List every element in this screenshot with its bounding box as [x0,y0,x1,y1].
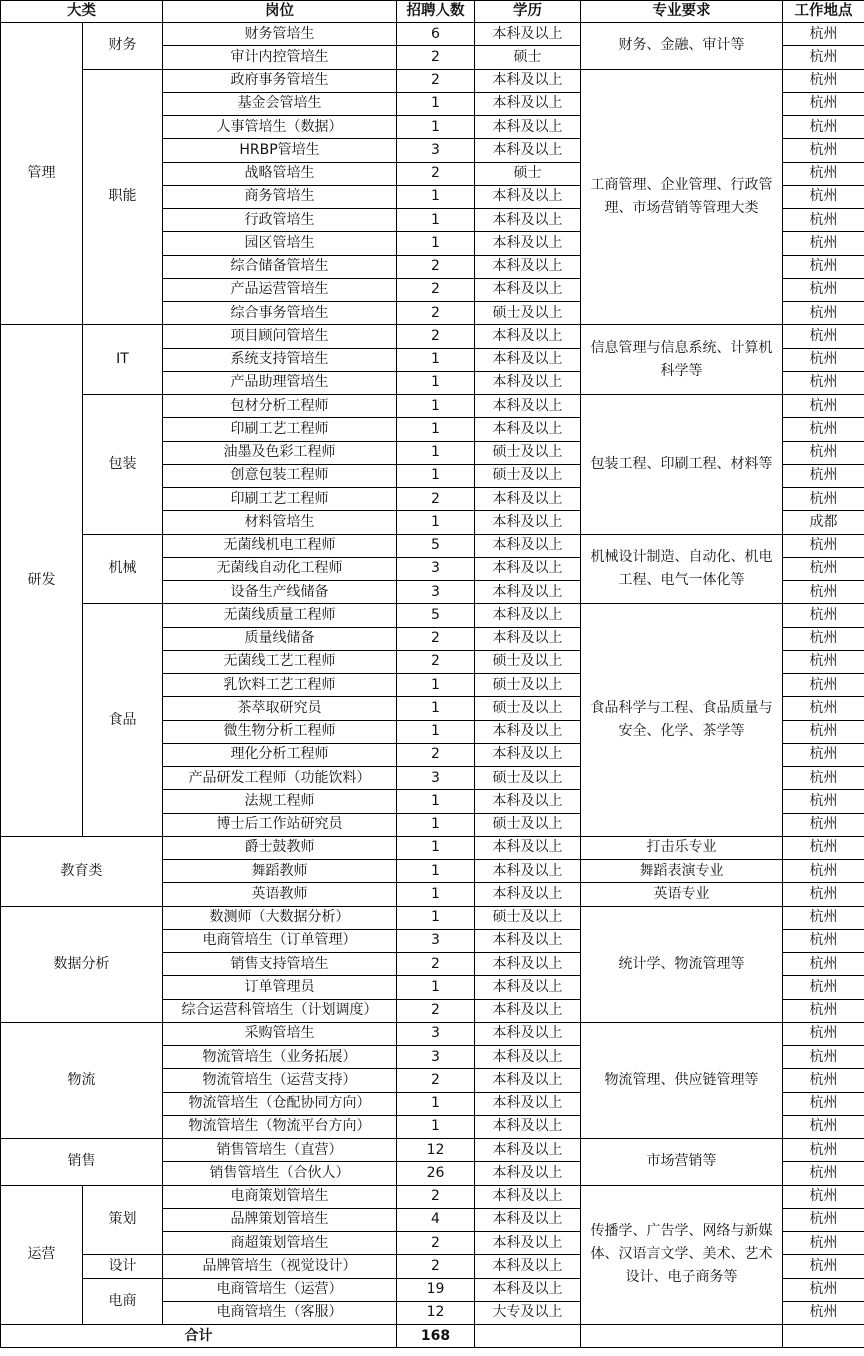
position-cell: 产品研发工程师（功能饮料） [163,767,397,790]
count-cell: 2 [397,1255,475,1278]
position-cell: 微生物分析工程师 [163,720,397,743]
table-row [1,906,864,929]
header-category: 大类 [1,1,163,23]
position-cell: 茶萃取研究员 [163,697,397,720]
major-cell: 舞蹈表演专业 [581,860,783,883]
location-cell: 杭州 [783,1232,864,1255]
education-cell: 本科及以上 [475,929,581,952]
count-cell: 1 [397,883,475,906]
education-cell: 本科及以上 [475,23,581,46]
header-major: 专业要求 [581,1,783,23]
education-cell: 本科及以上 [475,116,581,139]
category-cell: 物流 [1,1022,163,1138]
position-cell: 商务管培生 [163,185,397,208]
location-cell: 杭州 [783,1255,864,1278]
location-cell: 杭州 [783,906,864,929]
position-cell: 英语教师 [163,883,397,906]
location-cell: 杭州 [783,209,864,232]
count-cell: 2 [397,488,475,511]
subcategory-cell: 策划 [83,1185,163,1255]
education-cell: 本科及以上 [475,743,581,766]
location-cell: 杭州 [783,395,864,418]
location-cell: 杭州 [783,790,864,813]
position-cell: 创意包装工程师 [163,464,397,487]
position-cell: 物流管培生（仓配协同方向） [163,1092,397,1115]
position-cell: 无菌线机电工程师 [163,534,397,557]
count-cell: 1 [397,116,475,139]
major-cell: 统计学、物流管理等 [581,906,783,1022]
education-cell: 本科及以上 [475,581,581,604]
position-cell: 品牌策划管培生 [163,1208,397,1231]
count-cell: 2 [397,46,475,69]
category-cell: 运营 [1,1185,83,1325]
subcategory-cell: 电商 [83,1278,163,1325]
position-cell: 舞蹈教师 [163,860,397,883]
subcategory-cell: 设计 [83,1255,163,1278]
count-cell: 2 [397,325,475,348]
education-cell: 本科及以上 [475,627,581,650]
education-cell: 本科及以上 [475,209,581,232]
count-cell: 1 [397,813,475,836]
count-cell: 3 [397,767,475,790]
count-cell: 3 [397,1046,475,1069]
position-cell: 园区管培生 [163,232,397,255]
location-cell: 杭州 [783,836,864,859]
position-cell: 法规工程师 [163,790,397,813]
subcategory-cell: 财务 [83,23,163,70]
count-cell: 3 [397,139,475,162]
major-cell: 传播学、广告学、网络与新媒体、汉语言文学、美术、艺术设计、电子商务等 [581,1185,783,1325]
education-cell: 本科及以上 [475,1022,581,1045]
location-cell: 杭州 [783,1301,864,1324]
count-cell: 1 [397,674,475,697]
position-cell: 行政管培生 [163,209,397,232]
location-cell: 杭州 [783,929,864,952]
count-cell: 2 [397,650,475,673]
major-cell: 打击乐专业 [581,836,783,859]
position-cell: 电商策划管培生 [163,1185,397,1208]
position-cell: 无菌线工艺工程师 [163,650,397,673]
location-cell: 杭州 [783,604,864,627]
education-cell: 本科及以上 [475,860,581,883]
count-cell: 2 [397,743,475,766]
location-cell: 杭州 [783,23,864,46]
count-cell: 5 [397,604,475,627]
education-cell: 本科及以上 [475,604,581,627]
education-cell: 本科及以上 [475,976,581,999]
location-cell: 杭州 [783,1278,864,1301]
position-cell: 乳饮料工艺工程师 [163,674,397,697]
education-cell: 本科及以上 [475,1278,581,1301]
location-cell: 成都 [783,511,864,534]
category-cell: 研发 [1,325,83,837]
location-cell: 杭州 [783,46,864,69]
count-cell: 1 [397,511,475,534]
table-row [1,23,864,46]
location-cell: 杭州 [783,1069,864,1092]
position-cell: 综合运营科管培生（计划调度） [163,999,397,1022]
education-cell: 本科及以上 [475,488,581,511]
education-cell: 硕士 [475,46,581,69]
position-cell: 销售管培生（合伙人） [163,1162,397,1185]
location-cell: 杭州 [783,371,864,394]
location-cell: 杭州 [783,743,864,766]
location-cell: 杭州 [783,860,864,883]
position-cell: 产品助理管培生 [163,371,397,394]
count-cell: 2 [397,953,475,976]
category-cell: 管理 [1,23,83,325]
major-cell: 包装工程、印刷工程、材料等 [581,395,783,535]
count-cell: 3 [397,929,475,952]
education-cell: 本科及以上 [475,371,581,394]
location-cell: 杭州 [783,1185,864,1208]
major-cell: 机械设计制造、自动化、机电工程、电气一体化等 [581,534,783,604]
position-cell: 电商管培生（客服） [163,1301,397,1324]
count-cell: 6 [397,23,475,46]
education-cell: 本科及以上 [475,1069,581,1092]
count-cell: 1 [397,1115,475,1138]
position-cell: 采购管培生 [163,1022,397,1045]
table-row [1,534,864,557]
location-cell: 杭州 [783,116,864,139]
count-cell: 19 [397,1278,475,1301]
position-cell: 综合事务管培生 [163,302,397,325]
education-cell: 硕士及以上 [475,441,581,464]
education-cell: 硕士及以上 [475,464,581,487]
position-cell: 无菌线质量工程师 [163,604,397,627]
position-cell: HRBP管培生 [163,139,397,162]
location-cell: 杭州 [783,674,864,697]
location-cell: 杭州 [783,255,864,278]
education-cell: 本科及以上 [475,1208,581,1231]
major-cell: 财务、金融、审计等 [581,23,783,70]
position-cell: 项目顾问管培生 [163,325,397,348]
position-cell: 物流管培生（运营支持） [163,1069,397,1092]
education-cell: 硕士 [475,162,581,185]
count-cell: 2 [397,1069,475,1092]
subcategory-cell: 食品 [83,604,163,837]
count-cell: 1 [397,860,475,883]
total-empty-location [783,1325,864,1348]
position-cell: 产品运营管培生 [163,278,397,301]
location-cell: 杭州 [783,1046,864,1069]
location-cell: 杭州 [783,348,864,371]
major-cell: 物流管理、供应链管理等 [581,1022,783,1138]
count-cell: 2 [397,627,475,650]
position-cell: 理化分析工程师 [163,743,397,766]
location-cell: 杭州 [783,1092,864,1115]
count-cell: 1 [397,976,475,999]
location-cell: 杭州 [783,697,864,720]
count-cell: 1 [397,209,475,232]
header-count: 招聘人数 [397,1,475,23]
category-cell: 教育类 [1,836,163,906]
table-row [1,1185,864,1208]
position-cell: 战略管培生 [163,162,397,185]
position-cell: 印刷工艺工程师 [163,488,397,511]
position-cell: 政府事务管培生 [163,69,397,92]
location-cell: 杭州 [783,464,864,487]
location-cell: 杭州 [783,953,864,976]
location-cell: 杭州 [783,557,864,580]
count-cell: 2 [397,69,475,92]
education-cell: 硕士及以上 [475,813,581,836]
education-cell: 本科及以上 [475,1046,581,1069]
major-cell: 食品科学与工程、食品质量与安全、化学、茶学等 [581,604,783,837]
education-cell: 本科及以上 [475,139,581,162]
count-cell: 1 [397,441,475,464]
education-cell: 本科及以上 [475,999,581,1022]
education-cell: 本科及以上 [475,557,581,580]
major-cell: 工商管理、企业管理、行政管理、市场营销等管理大类 [581,69,783,325]
position-cell: 质量线储备 [163,627,397,650]
total-empty-major [581,1325,783,1348]
education-cell: 本科及以上 [475,1162,581,1185]
header-education: 学历 [475,1,581,23]
location-cell: 杭州 [783,1115,864,1138]
location-cell: 杭州 [783,185,864,208]
education-cell: 本科及以上 [475,953,581,976]
count-cell: 4 [397,1208,475,1231]
education-cell: 大专及以上 [475,1301,581,1324]
count-cell: 2 [397,1232,475,1255]
education-cell: 硕士及以上 [475,302,581,325]
education-cell: 硕士及以上 [475,650,581,673]
location-cell: 杭州 [783,488,864,511]
category-cell: 销售 [1,1139,163,1186]
count-cell: 1 [397,185,475,208]
education-cell: 本科及以上 [475,92,581,115]
count-cell: 2 [397,999,475,1022]
education-cell: 本科及以上 [475,255,581,278]
subcategory-cell: 包装 [83,395,163,535]
location-cell: 杭州 [783,1162,864,1185]
location-cell: 杭州 [783,720,864,743]
position-cell: 油墨及色彩工程师 [163,441,397,464]
count-cell: 5 [397,534,475,557]
education-cell: 本科及以上 [475,511,581,534]
location-cell: 杭州 [783,581,864,604]
education-cell: 本科及以上 [475,1232,581,1255]
position-cell: 物流管培生（物流平台方向） [163,1115,397,1138]
position-cell: 博士后工作站研究员 [163,813,397,836]
position-cell: 电商管培生（订单管理） [163,929,397,952]
education-cell: 本科及以上 [475,395,581,418]
total-label: 合计 [1,1325,397,1348]
subcategory-cell: IT [83,325,163,395]
position-cell: 订单管理员 [163,976,397,999]
count-cell: 2 [397,1185,475,1208]
location-cell: 杭州 [783,1139,864,1162]
major-cell: 信息管理与信息系统、计算机科学等 [581,325,783,395]
count-cell: 12 [397,1301,475,1324]
location-cell: 杭州 [783,883,864,906]
position-cell: 商超策划管培生 [163,1232,397,1255]
header-location: 工作地点 [783,1,864,23]
count-cell: 1 [397,418,475,441]
education-cell: 本科及以上 [475,1115,581,1138]
count-cell: 1 [397,232,475,255]
education-cell: 本科及以上 [475,1139,581,1162]
education-cell: 本科及以上 [475,883,581,906]
count-cell: 2 [397,162,475,185]
education-cell: 本科及以上 [475,418,581,441]
count-cell: 1 [397,720,475,743]
header-row [1,1,864,23]
major-cell: 英语专业 [581,883,783,906]
count-cell: 2 [397,255,475,278]
subcategory-cell: 机械 [83,534,163,604]
education-cell: 硕士及以上 [475,906,581,929]
position-cell: 无菌线自动化工程师 [163,557,397,580]
count-cell: 2 [397,278,475,301]
location-cell: 杭州 [783,325,864,348]
location-cell: 杭州 [783,999,864,1022]
position-cell: 印刷工艺工程师 [163,418,397,441]
location-cell: 杭州 [783,767,864,790]
location-cell: 杭州 [783,813,864,836]
count-cell: 1 [397,371,475,394]
subcategory-cell: 职能 [83,69,163,325]
position-cell: 综合储备管培生 [163,255,397,278]
count-cell: 26 [397,1162,475,1185]
header-position: 岗位 [163,1,397,23]
education-cell: 本科及以上 [475,232,581,255]
count-cell: 3 [397,1022,475,1045]
position-cell: 人事管培生（数据） [163,116,397,139]
education-cell: 本科及以上 [475,69,581,92]
position-cell: 品牌管培生（视觉设计） [163,1255,397,1278]
table-row [1,1022,864,1045]
position-cell: 材料管培生 [163,511,397,534]
count-cell: 1 [397,836,475,859]
education-cell: 本科及以上 [475,1092,581,1115]
location-cell: 杭州 [783,627,864,650]
location-cell: 杭州 [783,278,864,301]
position-cell: 销售管培生（直营） [163,1139,397,1162]
location-cell: 杭州 [783,534,864,557]
location-cell: 杭州 [783,441,864,464]
position-cell: 爵士鼓教师 [163,836,397,859]
location-cell: 杭州 [783,302,864,325]
education-cell: 本科及以上 [475,790,581,813]
education-cell: 硕士及以上 [475,767,581,790]
education-cell: 本科及以上 [475,534,581,557]
education-cell: 本科及以上 [475,348,581,371]
location-cell: 杭州 [783,162,864,185]
total-count: 168 [397,1325,475,1348]
table-row [1,604,864,627]
table-row [1,69,864,92]
count-cell: 1 [397,348,475,371]
location-cell: 杭州 [783,139,864,162]
position-cell: 电商管培生（运营） [163,1278,397,1301]
table-body [1,23,864,1348]
location-cell: 杭州 [783,418,864,441]
position-cell: 设备生产线储备 [163,581,397,604]
location-cell: 杭州 [783,650,864,673]
count-cell: 12 [397,1139,475,1162]
position-cell: 审计内控管培生 [163,46,397,69]
location-cell: 杭州 [783,92,864,115]
position-cell: 销售支持管培生 [163,953,397,976]
count-cell: 3 [397,557,475,580]
education-cell: 本科及以上 [475,1255,581,1278]
location-cell: 杭州 [783,232,864,255]
total-row [1,1325,864,1348]
location-cell: 杭州 [783,1022,864,1045]
major-cell: 市场营销等 [581,1139,783,1186]
education-cell: 本科及以上 [475,185,581,208]
count-cell: 1 [397,697,475,720]
education-cell: 本科及以上 [475,278,581,301]
position-cell: 包材分析工程师 [163,395,397,418]
location-cell: 杭州 [783,69,864,92]
table-row [1,325,864,348]
count-cell: 2 [397,302,475,325]
position-cell: 财务管培生 [163,23,397,46]
table-row [1,1139,864,1162]
position-cell: 系统支持管培生 [163,348,397,371]
location-cell: 杭州 [783,1208,864,1231]
education-cell: 本科及以上 [475,1185,581,1208]
count-cell: 1 [397,395,475,418]
count-cell: 1 [397,464,475,487]
count-cell: 1 [397,1092,475,1115]
education-cell: 本科及以上 [475,836,581,859]
count-cell: 1 [397,92,475,115]
count-cell: 3 [397,581,475,604]
position-cell: 数测师（大数据分析） [163,906,397,929]
count-cell: 1 [397,790,475,813]
education-cell: 本科及以上 [475,720,581,743]
table-row [1,395,864,418]
education-cell: 硕士及以上 [475,674,581,697]
education-cell: 本科及以上 [475,325,581,348]
education-cell: 硕士及以上 [475,697,581,720]
total-empty-education [475,1325,581,1348]
table-row [1,836,864,859]
category-cell: 数据分析 [1,906,163,1022]
position-cell: 基金会管培生 [163,92,397,115]
count-cell: 1 [397,906,475,929]
position-cell: 物流管培生（业务拓展） [163,1046,397,1069]
location-cell: 杭州 [783,976,864,999]
